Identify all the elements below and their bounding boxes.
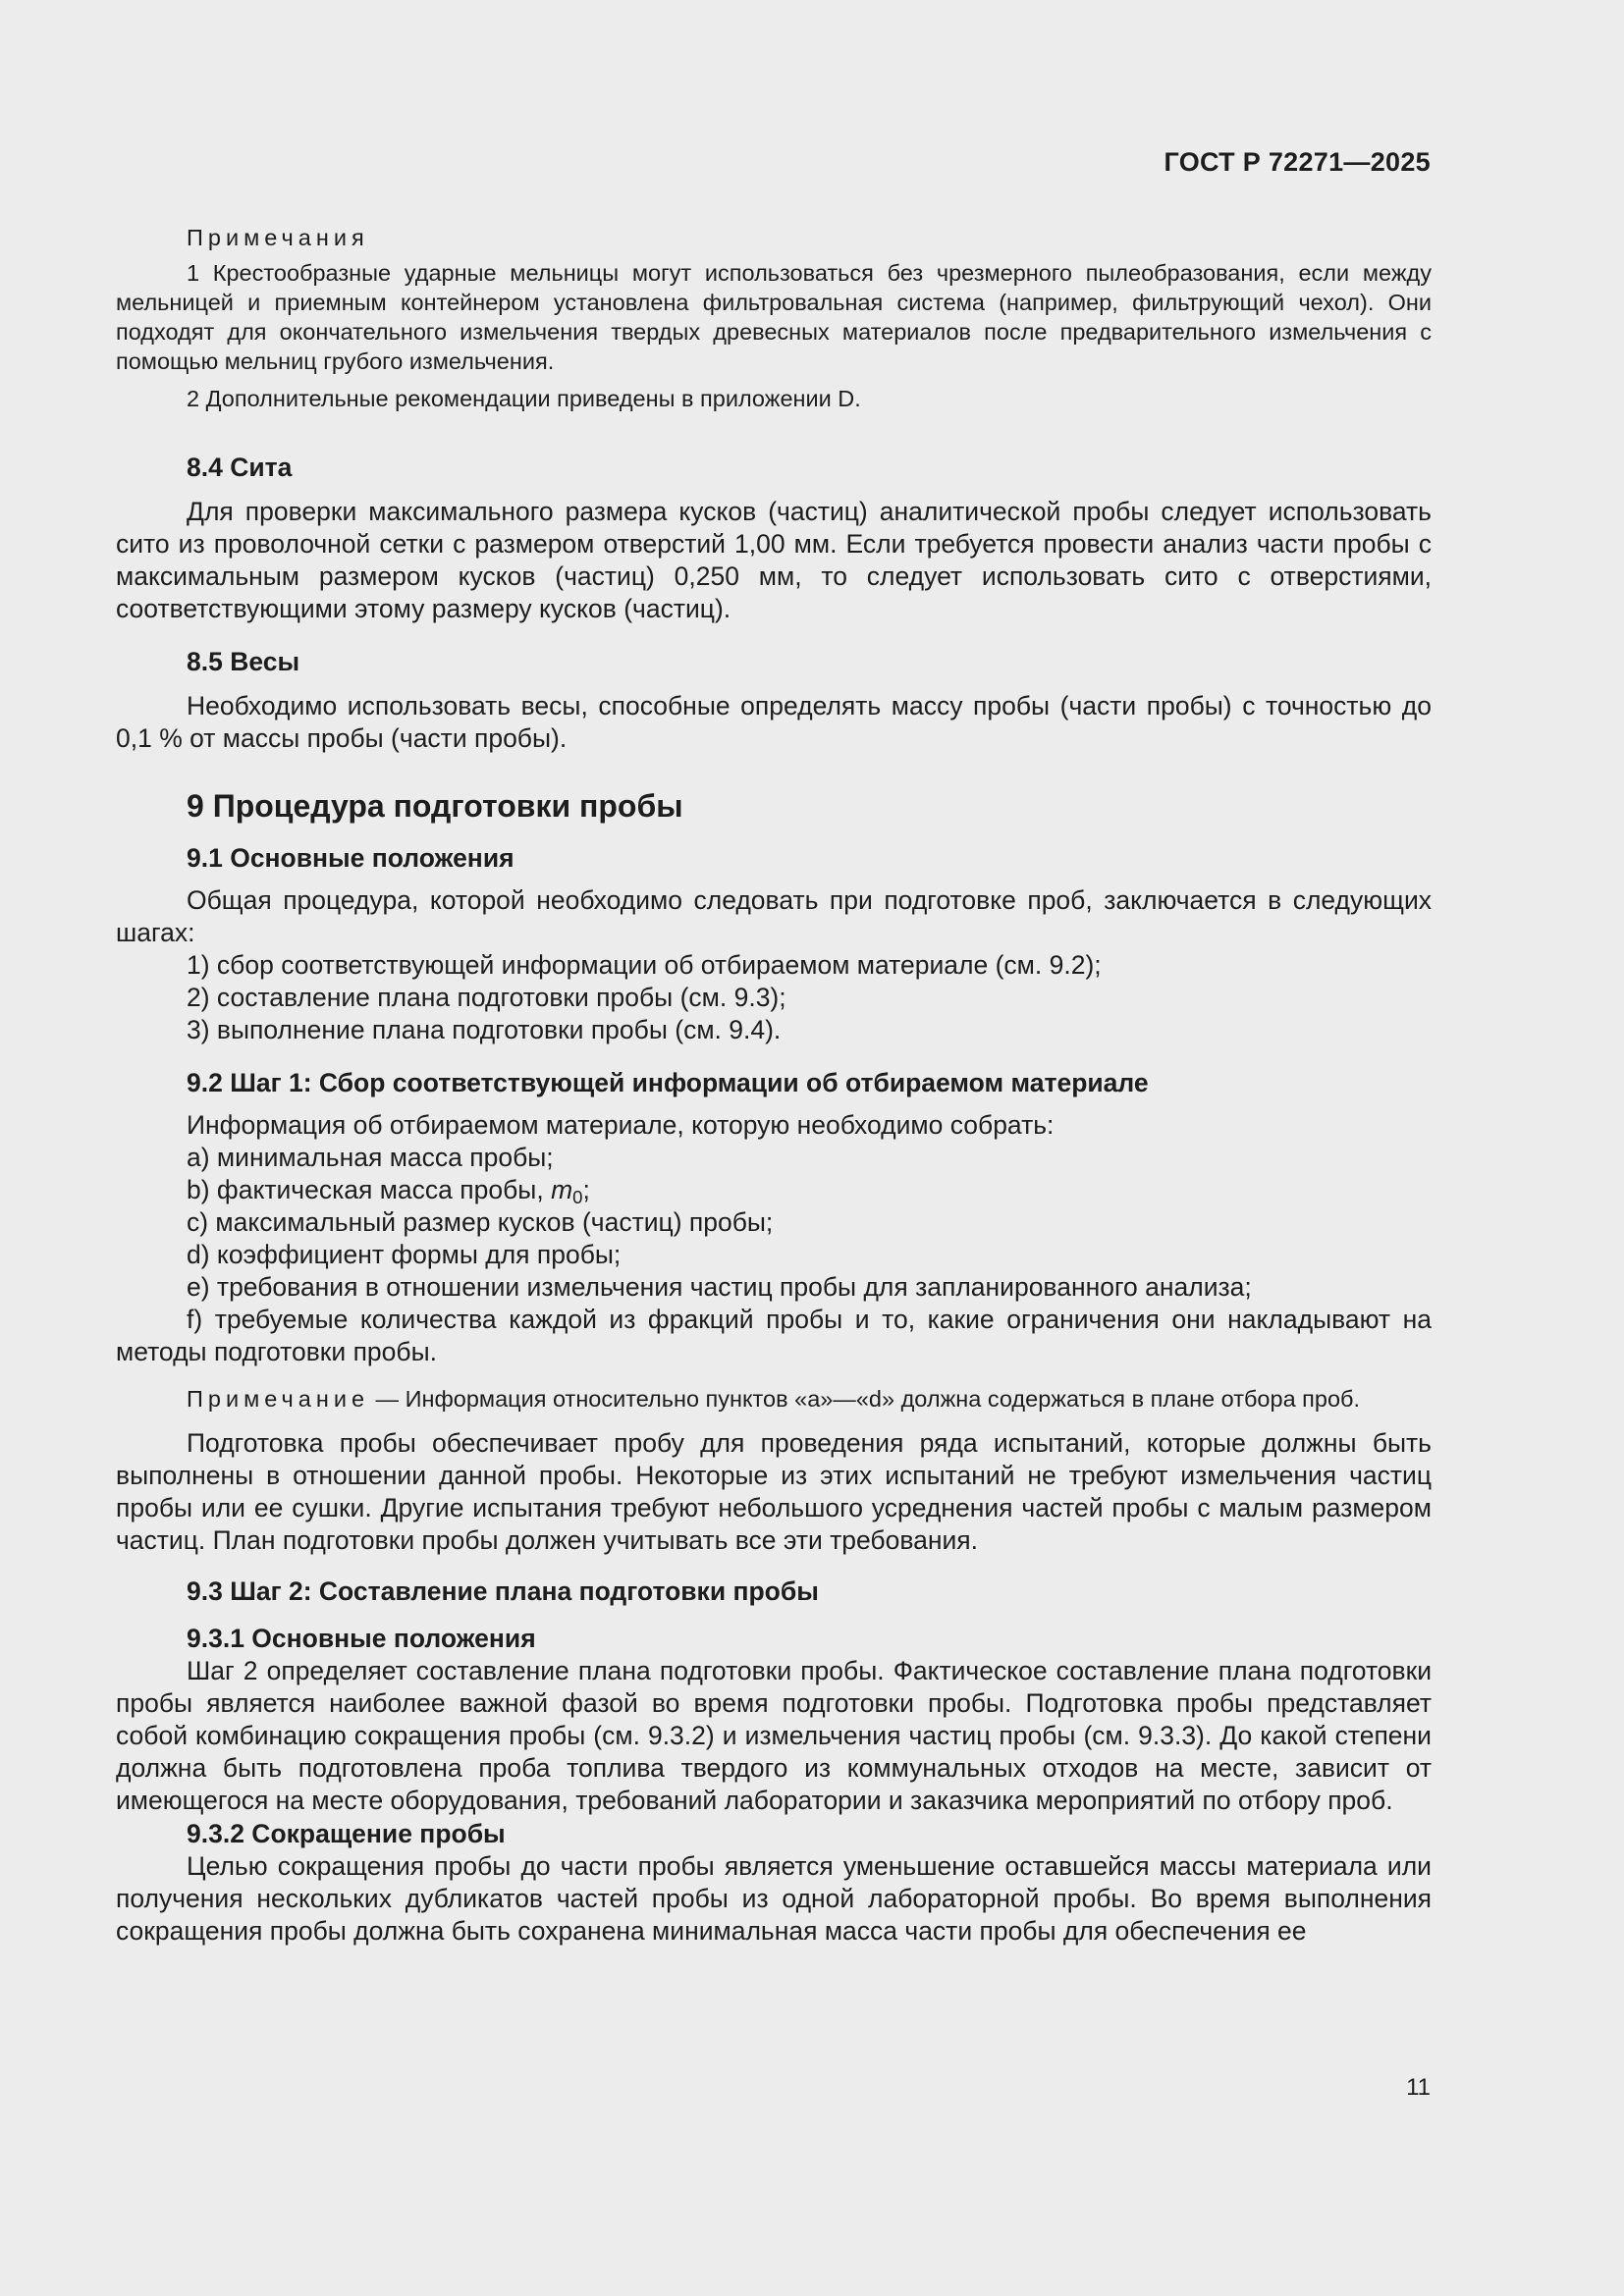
document-code-header: ГОСТ Р 72271—2025 xyxy=(1164,147,1431,177)
paragraph-9-2: Подготовка пробы обеспечивает пробу для проведения ряда испытаний, которые должны быть выполнены в отношении данной пробы. Некоторые из этих испытаний не требуют измельчения частиц пробы или ее сушки. Другие испытания требуют небольшого усреднения частей пробы с малым размером частиц. План подготовки пробы должен учитывать все эти требования. xyxy=(116,1428,1432,1555)
list-item-b-text: b) фактическая масса пробы, xyxy=(187,1175,552,1204)
mass-variable-subscript: 0 xyxy=(572,1187,583,1207)
heading-9-2: 9.2 Шаг 1: Сбор соответствующей информации об отбираемом материале xyxy=(187,1068,1149,1097)
list-item-b-suffix: ; xyxy=(582,1175,590,1204)
heading-8-5: 8.5 Весы xyxy=(187,647,300,676)
note-text: — Информация относительно пунктов «а»—«d» должна содержаться в плане отбора проб. xyxy=(369,1386,1361,1412)
paragraph-9-2-intro: Информация об отбираемом материале, которую необходимо собрать: xyxy=(187,1110,1055,1140)
notes-label: Примечания xyxy=(187,225,369,250)
list-item: 1) сбор соответствующей информации об отбираемом материале (см. 9.2); xyxy=(187,950,1102,980)
heading-9-1: 9.1 Основные положения xyxy=(187,843,514,873)
list-item-a: а) минимальная масса пробы; xyxy=(187,1143,554,1172)
paragraph-8-5: Необходимо использовать весы, способные определять массу пробы (части пробы) с точностью до 0,1 % от массы пробы (части пробы). xyxy=(116,691,1432,753)
list-item-f: f) требуемые количества каждой из фракций пробы и то, какие ограничения они накладывают на методы подготовки пробы. xyxy=(116,1305,1432,1366)
list-item: 3) выполнение плана подготовки пробы (см. 9.4). xyxy=(187,1015,782,1044)
paragraph-8-4: Для проверки максимального размера кусков (частиц) аналитической пробы следует использовать сито из проволочной сетки с размером отверстий 1,00 мм. Если требуется провести анализ части пробы с максимальным размером кусков (частиц) 0,250 мм, то следует использовать сито с отверстиями, соответствующими этому размеру кусков (частиц). xyxy=(116,497,1432,623)
page-content xyxy=(116,223,1432,1948)
list-item-e: е) требования в отношении измельчения частиц пробы для запланированного анализа; xyxy=(187,1272,1252,1302)
list-item-d: d) коэффициент формы для пробы; xyxy=(187,1240,622,1269)
heading-9-3-1: 9.3.1 Основные положения xyxy=(187,1624,536,1653)
list-item-b xyxy=(116,1174,1432,1206)
note-label: Примечание xyxy=(187,1386,370,1412)
paragraph-9-1-intro: Общая процедура, которой необходимо следовать при подготовке проб, заключается в следующих шагах: xyxy=(116,885,1432,947)
heading-9-3-2: 9.3.2 Сокращение пробы xyxy=(187,1819,506,1848)
notes-block xyxy=(116,223,1432,413)
page-number: 11 xyxy=(1406,2074,1431,2101)
paragraph-9-3-1: Шаг 2 определяет составление плана подготовки пробы. Фактическое составление плана подготовки пробы является наиболее важной фазой во время подготовки пробы. Подготовка пробы представляет собой комбинацию сокращения пробы (см. 9.3.2) и измельчения частиц пробы (см. 9.3.3). До какой степени должна быть подготовлена проба топлива твердого из коммунальных отходов на месте, зависит от имеющегося на месте оборудования, требований лаборатории и заказчика мероприятий по отбору проб. xyxy=(116,1656,1432,1815)
note-9-2 xyxy=(116,1384,1432,1414)
heading-9: 9 Процедура подготовки пробы xyxy=(187,788,683,824)
heading-9-3: 9.3 Шаг 2: Составление плана подготовки пробы xyxy=(187,1576,819,1606)
note-2: 2 Дополнительные рекомендации приведены в приложении D. xyxy=(187,386,861,411)
list-item-c: с) максимальный размер кусков (частиц) пробы; xyxy=(187,1207,774,1237)
mass-variable: m xyxy=(551,1175,573,1204)
paragraph-9-3-2: Целью сокращения пробы до части пробы является уменьшение оставшейся массы материала или получения нескольких дубликатов частей пробы из одной лабораторной пробы. Во время выполнения сокращения пробы должна быть сохранена минимальная масса части пробы для обеспечения ее xyxy=(116,1851,1432,1946)
heading-8-4: 8.4 Сита xyxy=(187,453,293,482)
note-1: 1 Крестообразные ударные мельницы могут использоваться без чрезмерного пылеобразования, если между мельницей и приемным контейнером установлена фильтровальная система (например, фильтрующий чехол). Они подходят для окончательного измельчения твердых древесных материалов после предварительного измельчения с помощью мельниц грубого измельчения. xyxy=(116,260,1432,374)
list-item: 2) составление плана подготовки пробы (см. 9.3); xyxy=(187,983,786,1012)
